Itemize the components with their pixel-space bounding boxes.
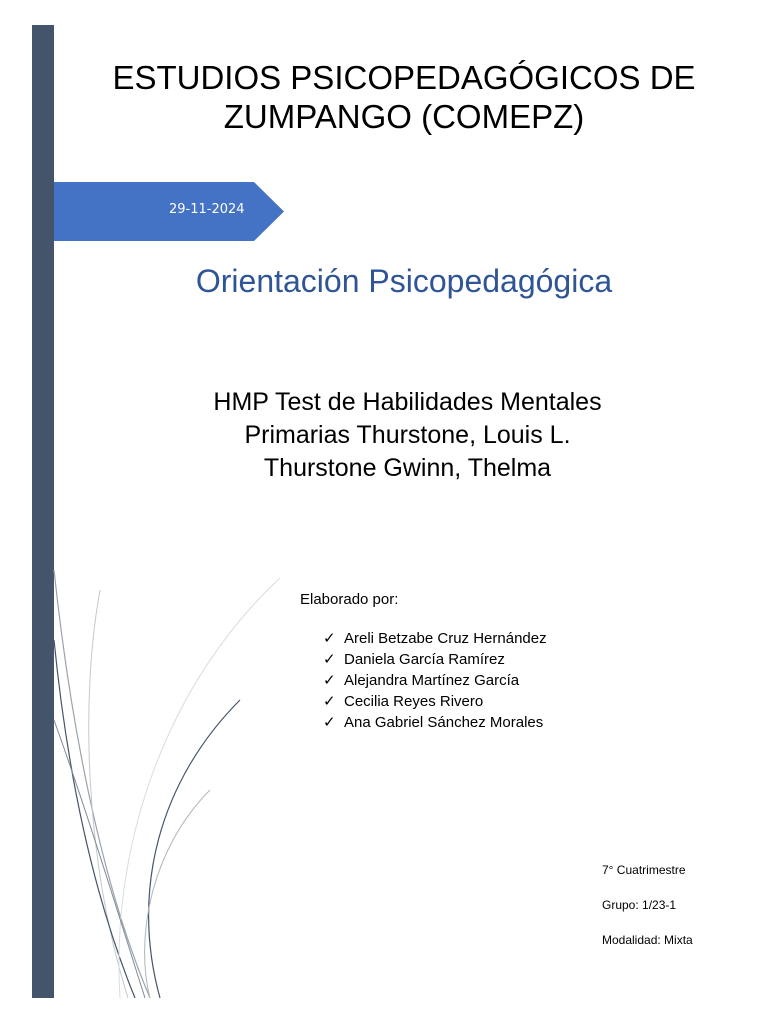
check-icon: ✓ xyxy=(323,651,336,668)
list-item xyxy=(323,670,547,691)
author-name: Daniela García Ramírez xyxy=(344,651,505,668)
check-icon: ✓ xyxy=(323,672,336,689)
title-line-1: ESTUDIOS PSICOPEDAGÓGICOS DE xyxy=(112,59,696,96)
test-name-line-2: Primarias Thurstone, Louis L. xyxy=(244,421,571,449)
side-bar xyxy=(32,25,54,998)
check-icon: ✓ xyxy=(323,714,336,731)
list-item xyxy=(323,628,547,649)
check-icon: ✓ xyxy=(323,693,336,710)
author-name: Areli Betzabe Cruz Hernández xyxy=(344,630,547,647)
author-name: Cecilia Reyes Rivero xyxy=(344,693,484,710)
title-line-2: ZUMPANGO (COMEPZ) xyxy=(223,98,585,135)
list-item xyxy=(323,691,547,712)
author-name: Ana Gabriel Sánchez Morales xyxy=(344,714,544,731)
test-name-line-1: HMP Test de Habilidades Mentales xyxy=(213,388,602,416)
subtitle: Orientación Psicopedagógica xyxy=(195,263,613,299)
grupo-info: Grupo: 1/23-1 xyxy=(602,898,677,912)
cuatrimestre-info: 7° Cuatrimestre xyxy=(602,863,686,877)
check-icon: ✓ xyxy=(323,630,336,647)
date-text: 29-11-2024 xyxy=(169,202,245,217)
authors-label: Elaborado por: xyxy=(300,591,399,608)
list-item xyxy=(323,649,547,670)
authors-list xyxy=(323,628,547,733)
test-name-line-3: Thurstone Gwinn, Thelma xyxy=(263,454,552,482)
modalidad-info: Modalidad: Mixta xyxy=(602,933,693,947)
author-name: Alejandra Martínez García xyxy=(344,672,520,689)
list-item xyxy=(323,712,547,733)
test-name xyxy=(150,386,665,485)
institution-title xyxy=(40,58,768,136)
date-tag xyxy=(54,182,284,241)
